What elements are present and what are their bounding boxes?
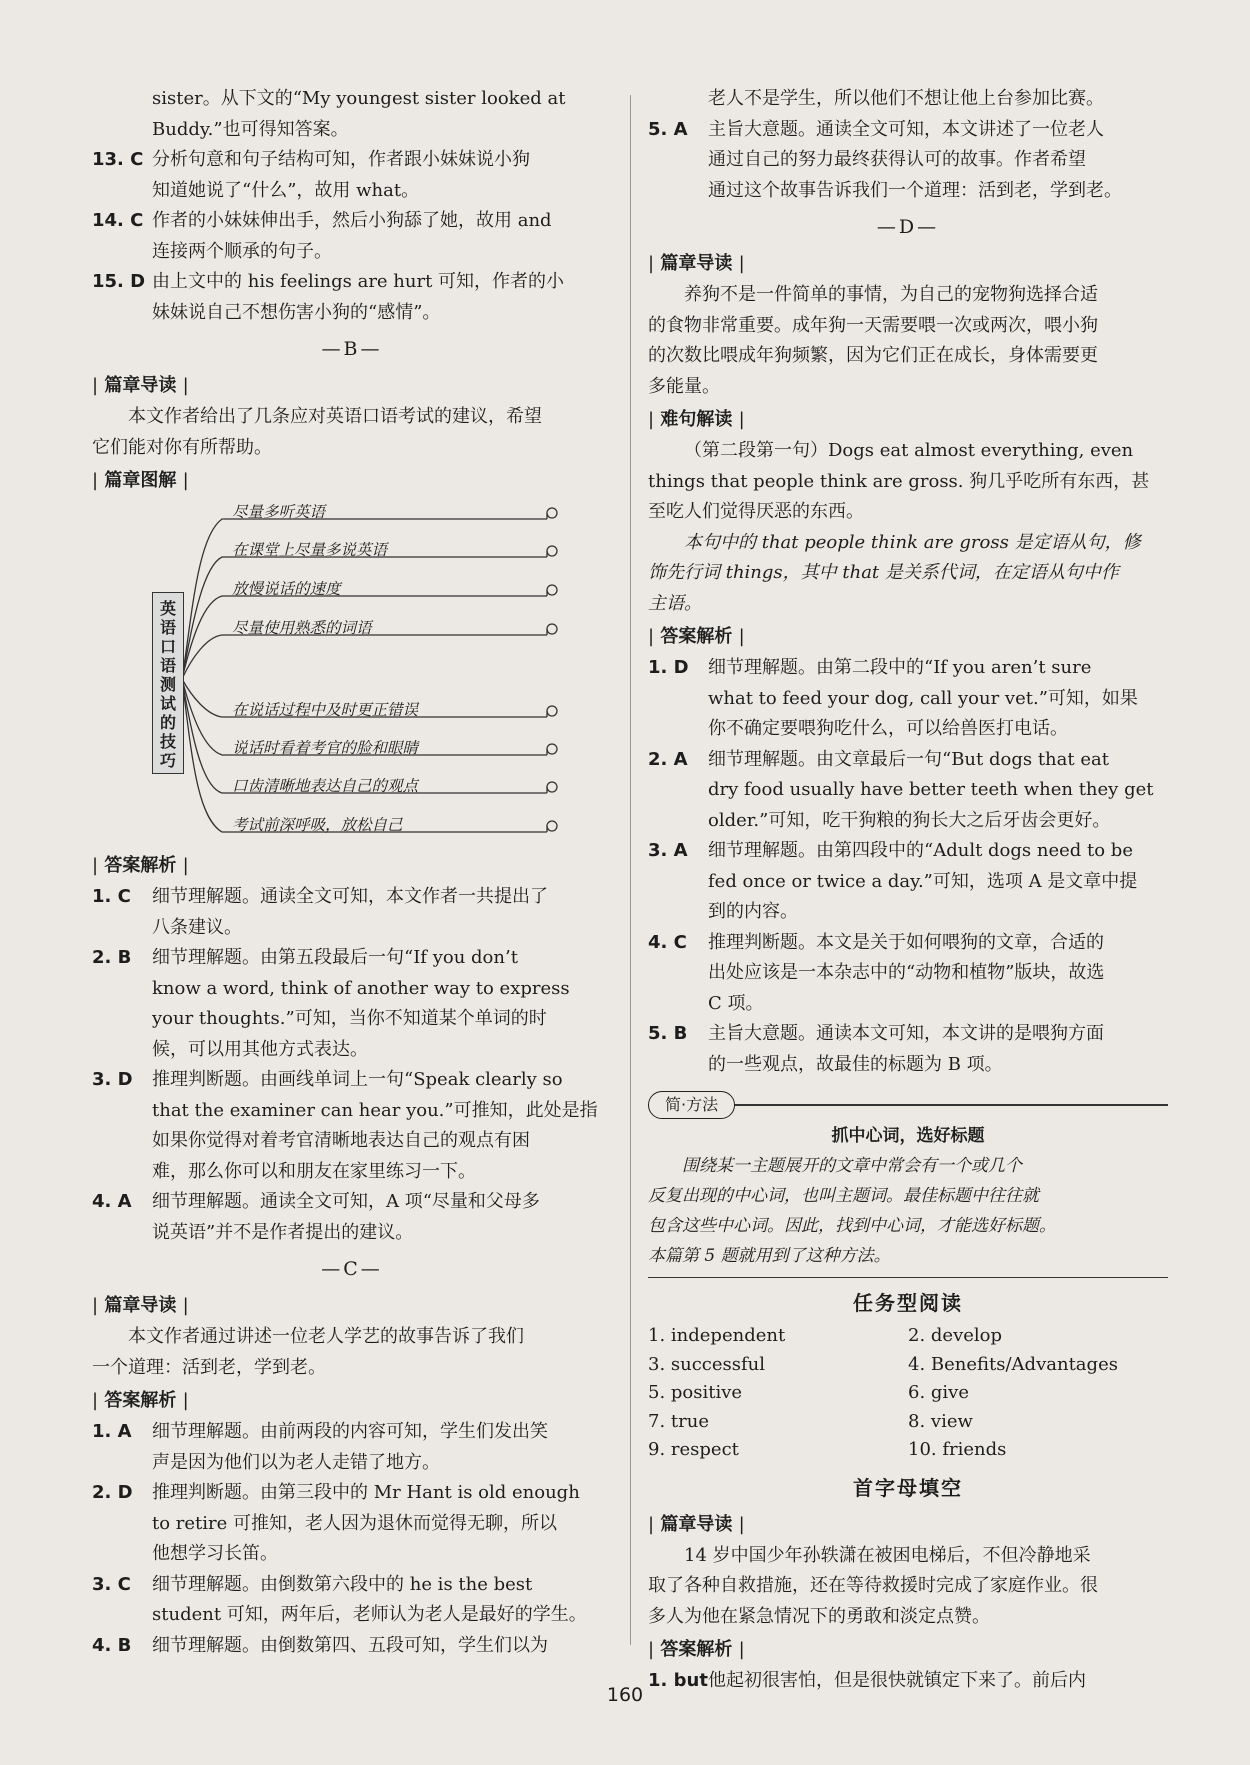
task-answer: 1. independent [648, 1325, 786, 1346]
text-line: dry food usually have better teeth when they get [708, 779, 1154, 800]
branch-node [547, 546, 557, 556]
branch-node [547, 821, 557, 831]
mind-map-branch: 放慢说话的速度 [232, 580, 341, 598]
task-answer: 7. true [648, 1410, 709, 1432]
label-text: 答案解析 [104, 1390, 177, 1411]
answer-d2 [648, 745, 1168, 837]
mind-map-center: 英语口语测试的技巧 [152, 592, 184, 774]
text-line: 分析句意和句子结构可知，作者跟小妹妹说小狗 [152, 149, 530, 170]
text-line: 连接两个顺承的句子。 [152, 240, 332, 262]
text-line: know a word, think of another way to express [152, 977, 570, 999]
section-label: | 篇章导读 | [648, 1513, 745, 1535]
mind-map-branch: 尽量多听英语 [232, 503, 326, 521]
text-line: 八条建议。 [152, 916, 242, 938]
answer-15 [92, 267, 612, 328]
answer-d3 [648, 836, 1168, 928]
answer-number: 4. A [92, 1191, 132, 1212]
text-line: 妹妹说自己不想伤害小狗的“感情”。 [152, 301, 441, 323]
text-line: 作者的小妹妹伸出手，然后小狗舔了她，故用 and [152, 210, 552, 231]
text-line: 你不确定要喂狗吃什么，可以给兽医打电话。 [708, 718, 1068, 739]
answer-number: 4. C [648, 931, 687, 953]
text-line: 细节理解题。由倒数第四、五段可知，学生们以为 [152, 1634, 548, 1656]
method-tag: 简·方法 [648, 1091, 735, 1119]
right-column [648, 84, 1168, 1697]
answer-number: 13. C [92, 149, 144, 170]
label-text: 篇章图解 [104, 470, 177, 491]
answer-13 [92, 145, 612, 206]
answer-d5 [648, 1019, 1168, 1080]
section-label: | 篇章导读 | [92, 1295, 189, 1316]
answer-d4 [648, 928, 1168, 1020]
text-line: 围绕某一主题展开的文章中常会有一个或几个 [682, 1155, 1022, 1176]
answer-c4 [92, 1631, 612, 1662]
text-line: 老人不是学生，所以他们不想让他上台参加比赛。 [708, 88, 1104, 109]
text-line: 说英语”并不是作者提出的建议。 [152, 1221, 414, 1243]
label-text: 答案解析 [660, 1639, 733, 1660]
text-line: what to feed your dog, call your vet.”可知，如果 [708, 687, 1138, 709]
text-line: 他起初很害怕，但是很快就镇定下来了。前后内 [708, 1670, 1086, 1691]
text-line: 主语。 [648, 592, 702, 614]
task-reading-title: 任务型阅读 [853, 1291, 963, 1315]
text-line: 他想学习长笛。 [152, 1543, 278, 1564]
text-line: 难，那么你可以和朋友在家里练习一下。 [152, 1160, 476, 1182]
mind-map-branch: 考试前深呼吸，放松自己 [232, 816, 403, 834]
text-line: 本篇第 5 题就用到了这种方法。 [648, 1245, 891, 1266]
text-line: 细节理解题。由第二段中的“If you aren’t sure [708, 657, 1092, 678]
column-divider [630, 95, 631, 1645]
task-answer: 10. friends [908, 1439, 1007, 1460]
text-line: 14 岁中国少年孙轶潇在被困电梯后，不但冷静地采 [684, 1544, 1091, 1566]
text-line: sister。从下文的“My youngest sister looked at [152, 88, 566, 109]
branch-node [547, 585, 557, 595]
text-line: 的次数比喂成年狗频繁，因为它们正在成长，身体需要更 [648, 345, 1098, 366]
task-answer: 3. successful [648, 1353, 766, 1375]
section-label: | 篇章导读 | [92, 375, 189, 396]
text-line: 通过这个故事告诉我们一个道理：活到老，学到老。 [708, 179, 1122, 201]
answer-number: 3. D [92, 1069, 133, 1090]
section-letter-c: —C— [321, 1258, 383, 1280]
mind-map-branch: 口齿清晰地表达自己的观点 [232, 777, 419, 795]
text-line: to retire 可推知，老人因为退休而觉得无聊，所以 [152, 1512, 558, 1534]
section-letter-d: —D— [876, 216, 940, 238]
mind-map-branch: 尽量使用熟悉的词语 [232, 619, 372, 637]
mind-map-branch: 在说话过程中及时更正错误 [232, 701, 419, 719]
text-line: 知道她说了“什么”，故用 what。 [152, 179, 420, 201]
text-line: student 可知，两年后，老师认为老人是最好的学生。 [152, 1604, 587, 1625]
page-number: 160 [606, 1684, 644, 1706]
text-line: 推理判断题。由第三段中的 Mr Hant is old enough [152, 1482, 580, 1503]
answer-number: 1. A [92, 1421, 132, 1442]
text-line: older.”可知，吃干狗粮的狗长大之后牙齿会更好。 [708, 809, 1111, 831]
answer-number: 1. D [648, 657, 689, 678]
text-line: （第二段第一句）Dogs eat almost everything, even [684, 440, 1134, 461]
text-line: 的食物非常重要。成年狗一天需要喂一次或两次，喂小狗 [648, 314, 1098, 336]
answer-b4 [92, 1187, 612, 1248]
section-label: | 答案解析 | [648, 1639, 745, 1660]
section-label: | 难句解读 | [648, 409, 745, 430]
answer-number: 2. D [92, 1482, 133, 1503]
text-line: 本句中的 that people think are gross 是定语从句，修 [684, 531, 1141, 553]
text-line: 细节理解题。通读全文可知，A 项“尽量和父母多 [152, 1191, 540, 1212]
answer-number: 3. C [92, 1573, 131, 1595]
answer-number: 1. but [648, 1670, 708, 1691]
text-line: 主旨大意题。通读本文可知，本文讲的是喂狗方面 [708, 1023, 1104, 1044]
text-line: 细节理解题。由文章最后一句“But dogs that eat [708, 748, 1109, 770]
task-answer: 4. Benefits/Advantages [908, 1353, 1118, 1375]
text-line: 细节理解题。由前两段的内容可知，学生们发出笑 [152, 1421, 548, 1442]
text-line: 推理判断题。由画线单词上一句“Speak clearly so [152, 1069, 563, 1090]
label-text: 难句解读 [660, 409, 733, 430]
task-answer: 8. view [908, 1410, 973, 1432]
label-text: 答案解析 [660, 626, 733, 647]
text-line: 细节理解题。通读全文可知，本文作者一共提出了 [152, 886, 548, 907]
task-answer: 2. develop [908, 1325, 1003, 1346]
branch-node [547, 508, 557, 518]
mind-map-branch: 说话时看着考官的脸和眼睛 [232, 739, 419, 757]
answer-b3 [92, 1065, 612, 1187]
text-line: that the examiner can hear you.”可推知，此处是指 [152, 1099, 598, 1121]
task-answer: 6. give [908, 1382, 969, 1403]
text-line: Buddy.”也可得知答案。 [152, 118, 349, 140]
text-line: fed once or twice a day.”可知，选项 A 是文章中提 [708, 870, 1138, 892]
section-letter-b: —B— [321, 338, 383, 360]
section-label: | 答案解析 | [92, 1390, 189, 1411]
text-line: 多人为他在紧急情况下的勇敢和淡定点赞。 [648, 1605, 990, 1627]
text-line: 的一些观点，故最佳的标题为 B 项。 [708, 1053, 1003, 1075]
section-label: | 答案解析 | [92, 855, 189, 876]
label-text: 篇章导读 [104, 375, 177, 396]
text-line: 推理判断题。本文是关于如何喂狗的文章，合适的 [708, 931, 1104, 953]
answer-12-continuation [92, 84, 612, 145]
task-answer: 9. respect [648, 1439, 739, 1460]
answer-number: 15. D [92, 271, 146, 292]
mind-map-branch: 在课堂上尽量多说英语 [232, 541, 388, 559]
text-line: 通过自己的努力最终获得认可的故事。作者希望 [708, 149, 1086, 170]
answer-c4-continuation [648, 84, 1168, 115]
answer-number: 5. A [648, 118, 688, 140]
text-line: C 项。 [708, 992, 764, 1014]
answer-c3 [92, 1570, 612, 1631]
answer-number: 2. B [92, 947, 132, 968]
text-line: 细节理解题。由倒数第六段中的 he is the best [152, 1573, 533, 1595]
answer-number: 3. A [648, 840, 688, 861]
left-column [92, 84, 612, 1661]
cloze-title: 首字母填空 [853, 1475, 963, 1500]
method-rule-bottom [648, 1277, 1168, 1279]
branch-node [547, 706, 557, 716]
label-text: 答案解析 [104, 855, 177, 876]
text-line: 细节理解题。由第四段中的“Adult dogs need to be [708, 840, 1133, 861]
text-line: 声是因为他们以为老人走错了地方。 [152, 1451, 440, 1473]
answer-number: 5. B [648, 1023, 688, 1044]
text-line: 候，可以用其他方式表达。 [152, 1038, 368, 1060]
section-label: | 答案解析 | [648, 626, 745, 647]
text-line: 出处应该是一本杂志中的“动物和植物”版块，故选 [708, 962, 1105, 983]
answer-b1 [92, 882, 612, 943]
method-title: 抓中心词，选好标题 [831, 1125, 985, 1146]
text-line: 本文作者通过讲述一位老人学艺的故事告诉了我们 [128, 1326, 524, 1347]
mind-map [92, 497, 612, 842]
answer-c5 [648, 115, 1168, 207]
text-line: 至吃人们觉得厌恶的东西。 [648, 501, 864, 522]
text-line: 养狗不是一件简单的事情，为自己的宠物狗选择合适 [684, 284, 1098, 305]
text-line: 到的内容。 [708, 901, 798, 922]
answer-c2 [92, 1478, 612, 1570]
text-line: 主旨大意题。通读全文可知，本文讲述了一位老人 [708, 118, 1104, 140]
text-line: things that people think are gross. 狗几乎吃所有东西，甚 [648, 470, 1150, 492]
label-text: 篇章导读 [660, 253, 733, 274]
answer-number: 4. B [92, 1634, 132, 1656]
text-line: 本文作者给出了几条应对英语口语考试的建议，希望 [128, 406, 542, 427]
answer-number: 2. A [648, 748, 688, 770]
method-body [648, 1151, 1168, 1271]
text-line: 取了各种自救措施，还在等待救援时完成了家庭作业。很 [648, 1575, 1098, 1596]
answer-d1 [648, 653, 1168, 745]
text-line: 细节理解题。由第五段最后一句“If you don’t [152, 947, 518, 968]
branch-node [547, 744, 557, 754]
section-label: | 篇章导读 | [648, 253, 745, 274]
text-line: 一个道理：活到老，学到老。 [92, 1356, 326, 1378]
text-line: your thoughts.”可知，当你不知道某个单词的时 [152, 1008, 547, 1029]
text-line: 多能量。 [648, 375, 720, 397]
text-line: 由上文中的 his feelings are hurt 可知，作者的小 [152, 271, 565, 292]
section-label: | 篇章图解 | [92, 470, 189, 491]
answer-number: 1. C [92, 886, 131, 907]
method-box [648, 1090, 1168, 1278]
label-text: 篇章导读 [660, 1513, 733, 1535]
text-line: 如果你觉得对着考官清晰地表达自己的观点有困 [152, 1130, 530, 1151]
text-line: 反复出现的中心词，也叫主题词。最佳标题中往往就 [648, 1185, 1039, 1206]
text-line: 它们能对你有所帮助。 [92, 436, 272, 458]
answer-14 [92, 206, 612, 267]
label-text: 篇章导读 [104, 1295, 177, 1316]
branch-node [547, 782, 557, 792]
task-answer: 5. positive [648, 1382, 743, 1403]
answer-number: 14. C [92, 210, 144, 231]
answer-b2 [92, 943, 612, 1065]
text-line: 包含这些中心词。因此，找到中心词，才能选好标题。 [648, 1215, 1056, 1236]
task-reading-answers [648, 1322, 1168, 1465]
branch-node [547, 624, 557, 634]
answer-c1 [92, 1417, 612, 1478]
text-line: 饰先行词 things，其中 that 是关系代词，在定语从句中作 [648, 562, 1119, 583]
